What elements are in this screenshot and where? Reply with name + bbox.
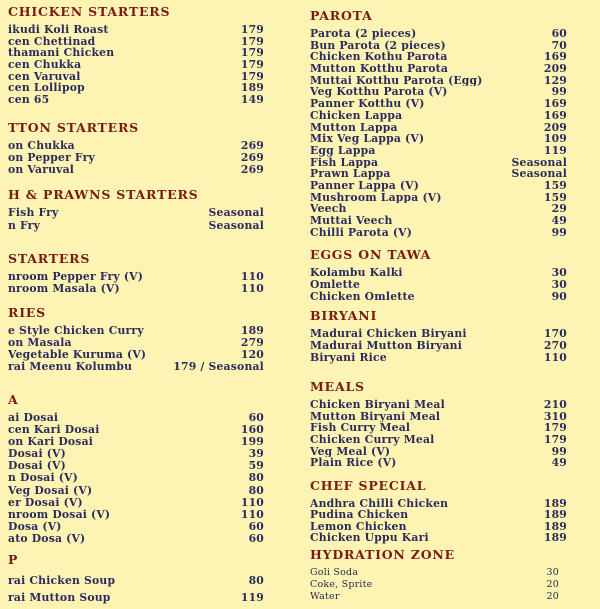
menu-item — [8, 472, 264, 484]
item-name: Dosai (V) — [8, 448, 66, 461]
menu-section — [310, 478, 567, 544]
item-name: rai Chicken Soup — [8, 574, 116, 587]
menu-item — [310, 192, 567, 204]
item-name: Panner Lappa (V) — [310, 179, 420, 192]
item-name: nroom Masala (V) — [8, 283, 120, 295]
menu-item — [310, 509, 567, 520]
menu-item — [310, 328, 567, 340]
item-name: Fish Lappa — [310, 156, 379, 169]
item-price: 20 — [546, 591, 559, 602]
section-heading: A — [8, 392, 19, 407]
menu-item — [8, 283, 264, 295]
menu-section — [8, 552, 264, 606]
menu-item — [8, 460, 264, 472]
item-name: thamani Chicken — [8, 47, 115, 60]
item-name: cen Lollipop — [8, 82, 85, 95]
menu-item — [8, 220, 264, 233]
item-name: Andhra Chilli Chicken — [310, 498, 449, 510]
item-price: 60 — [248, 411, 264, 424]
section-heading: BIRYANI — [310, 308, 378, 323]
section-heading: HYDRATION ZONE — [310, 547, 455, 562]
item-price: Seasonal — [208, 206, 264, 219]
item-price: 60 — [248, 531, 264, 545]
item-price: 189 — [240, 324, 264, 337]
item-price: 129 — [543, 73, 567, 87]
menu-item — [8, 140, 264, 152]
menu-item — [310, 122, 567, 134]
item-name: Chicken Omlette — [310, 291, 415, 303]
item-name: Panner Kotthu (V) — [310, 98, 425, 110]
item-price: 120 — [240, 348, 264, 361]
item-price: 99 — [551, 85, 567, 99]
menu-item — [310, 446, 567, 458]
item-name: Lemon Chicken — [310, 520, 407, 533]
menu-item — [8, 271, 264, 283]
item-price: 110 — [240, 495, 264, 509]
section-heading: MEALS — [310, 379, 365, 394]
item-name: on Pepper Fry — [8, 152, 95, 164]
item-price: 80 — [248, 471, 264, 485]
menu-item — [8, 589, 264, 606]
item-name: Veg Dosai (V) — [8, 484, 93, 497]
menu-item — [8, 497, 264, 509]
item-price: 159 — [543, 190, 567, 204]
item-name: cen Chukka — [8, 59, 82, 71]
menu-item — [8, 36, 264, 48]
item-name: ato Dosa (V) — [8, 532, 86, 545]
menu-item — [8, 485, 264, 497]
item-price: 179 — [240, 69, 264, 83]
item-price: 209 — [543, 62, 567, 76]
menu-section — [310, 8, 567, 238]
menu-section — [8, 187, 264, 232]
item-name: Madurai Mutton Biryani — [310, 340, 463, 352]
menu-item — [310, 521, 567, 532]
item-name: Chicken Biryani Meal — [310, 399, 445, 411]
menu-item — [310, 422, 567, 434]
item-price: 60 — [551, 27, 567, 40]
section-heading: PAROTA — [310, 8, 373, 23]
item-price: 119 — [543, 143, 567, 157]
item-price: 189 — [240, 81, 264, 95]
section-heading: TTON STARTERS — [8, 120, 139, 135]
item-price: 110 — [240, 507, 264, 521]
menu-item — [8, 424, 264, 436]
item-price: 20 — [546, 579, 559, 590]
item-name: Pudina Chicken — [310, 509, 409, 521]
item-price: 179 — [240, 46, 264, 60]
item-price: 169 — [543, 97, 567, 111]
item-price: 179 — [543, 421, 567, 435]
menu-item — [310, 340, 567, 352]
item-price: 169 — [543, 50, 567, 64]
menu-item — [310, 498, 567, 509]
item-name: Mushroom Lappa (V) — [310, 191, 442, 204]
menu-item — [310, 215, 567, 227]
menu-item — [310, 352, 567, 364]
item-name: on Chukka — [8, 140, 75, 152]
menu-item — [310, 411, 567, 423]
item-name: Chicken Uppu Kari — [310, 532, 429, 544]
item-name: nroom Dosai (V) — [8, 508, 111, 521]
menu-item — [8, 82, 264, 94]
item-price: 199 — [240, 435, 264, 449]
menu-item — [8, 412, 264, 424]
item-price: 179 — [543, 433, 567, 447]
item-price: 189 — [543, 531, 567, 545]
menu-item — [310, 75, 567, 87]
item-name: Chicken Lappa — [310, 109, 403, 122]
item-price: 179 — [240, 23, 264, 36]
section-heading: CHICKEN STARTERS — [8, 4, 171, 19]
menu-item — [310, 457, 567, 469]
menu-item — [310, 86, 567, 98]
item-name: Omlette — [310, 279, 361, 291]
menu-item — [310, 168, 567, 180]
item-price: 110 — [543, 351, 567, 364]
menu-item — [310, 267, 567, 279]
menu-section — [310, 308, 567, 364]
item-name: ikudi Koli Roast — [8, 24, 109, 36]
menu-item — [8, 509, 264, 521]
item-name: on Varuval — [8, 164, 75, 176]
item-name: Bun Parota (2 pieces) — [310, 39, 446, 52]
item-price: 49 — [551, 214, 567, 227]
item-price: 189 — [543, 497, 567, 510]
menu-item — [310, 532, 567, 543]
menu-section — [310, 247, 567, 303]
menu-item — [310, 399, 567, 411]
menu-item — [8, 59, 264, 71]
item-price: 189 — [543, 508, 567, 522]
menu-item — [310, 579, 567, 591]
menu-item — [8, 47, 264, 59]
menu-item — [8, 24, 264, 36]
item-name: Veech — [310, 203, 347, 215]
item-name: Dosa (V) — [8, 520, 62, 533]
menu-item — [310, 63, 567, 75]
menu-section — [8, 251, 264, 295]
menu-item — [310, 51, 567, 63]
item-name: Muttai Veech — [310, 215, 393, 227]
item-price: 160 — [240, 423, 264, 437]
item-name: on Masala — [8, 337, 72, 349]
item-name: Veg Kotthu Parota (V) — [310, 86, 448, 99]
item-name: rai Mutton Soup — [8, 591, 111, 604]
menu-item — [310, 28, 567, 40]
item-price: 269 — [240, 163, 264, 176]
menu-item — [310, 203, 567, 215]
item-name: Mutton Biryani Meal — [310, 410, 441, 423]
menu-item — [310, 98, 567, 110]
item-price: 179 — [240, 58, 264, 72]
menu-item — [310, 40, 567, 52]
item-name: n Fry — [8, 219, 41, 232]
menu-section — [310, 379, 567, 469]
menu-item — [310, 133, 567, 145]
section-heading: STARTERS — [8, 251, 91, 266]
menu-item — [310, 145, 567, 157]
menu-section — [8, 4, 264, 106]
item-price: 310 — [543, 409, 567, 423]
item-price: 110 — [240, 270, 264, 283]
menu-item — [8, 94, 264, 106]
menu-item — [8, 207, 264, 220]
item-name: Vegetable Kuruma (V) — [8, 349, 147, 361]
item-name: Dosai (V) — [8, 460, 66, 473]
menu-item — [8, 361, 264, 373]
menu-item — [310, 110, 567, 122]
item-price: 119 — [240, 591, 264, 604]
item-name: Madurai Chicken Biryani — [310, 328, 467, 340]
menu-item — [310, 180, 567, 192]
menu-item — [310, 434, 567, 446]
item-name: Coke, Sprite — [310, 579, 373, 590]
item-price: 39 — [248, 447, 264, 461]
menu-section — [8, 392, 264, 545]
item-price: 179 — [240, 34, 264, 48]
item-price: 30 — [551, 278, 567, 291]
menu-item — [8, 337, 264, 349]
menu-item — [8, 572, 264, 589]
item-price: 170 — [543, 327, 567, 340]
item-name: Goli Soda — [310, 567, 359, 578]
item-name: cen Chettinad — [8, 35, 96, 48]
section-heading: EGGS ON TAWA — [310, 247, 432, 262]
item-price: 179 / Seasonal — [173, 360, 264, 373]
item-name: Mix Veg Lappa (V) — [310, 133, 425, 145]
item-name: Muttai Kotthu Parota (Egg) — [310, 74, 483, 87]
item-name: cen Varuval — [8, 70, 81, 83]
item-price: 99 — [551, 225, 567, 239]
item-name: Egg Lappa — [310, 144, 376, 157]
item-price: 169 — [543, 108, 567, 122]
item-name: Mutton Lappa — [310, 121, 398, 134]
item-name: Parota (2 pieces) — [310, 28, 417, 40]
menu-section — [8, 305, 264, 373]
item-price: Seasonal — [511, 167, 567, 181]
item-price: 60 — [248, 519, 264, 533]
menu-item — [8, 325, 264, 337]
item-price: 70 — [551, 38, 567, 52]
item-name: cen Kari Dosai — [8, 424, 100, 437]
item-name: e Style Chicken Curry — [8, 325, 144, 337]
menu-item — [8, 448, 264, 460]
menu-item — [310, 291, 567, 303]
item-name: Chilli Parota (V) — [310, 226, 413, 239]
item-price: Seasonal — [511, 155, 567, 169]
menu-item — [8, 533, 264, 545]
item-name: er Dosai (V) — [8, 496, 83, 509]
item-price: 159 — [543, 178, 567, 192]
item-name: nroom Pepper Fry (V) — [8, 271, 144, 283]
item-price: 29 — [551, 202, 567, 216]
item-price: 49 — [551, 456, 567, 470]
menu-item — [310, 567, 567, 579]
item-name: Veg Meal (V) — [310, 445, 391, 458]
item-price: 90 — [551, 290, 567, 303]
item-price: 149 — [240, 93, 264, 107]
section-heading: P — [8, 552, 19, 567]
item-price: 209 — [543, 120, 567, 134]
item-name: Plain Rice (V) — [310, 457, 397, 470]
item-price: 189 — [543, 519, 567, 533]
item-name: Water — [310, 591, 340, 602]
item-name: on Kari Dosai — [8, 436, 94, 449]
item-name: Kolambu Kalki — [310, 267, 403, 279]
menu-item — [8, 436, 264, 448]
menu-item — [310, 279, 567, 291]
item-name: rai Meenu Kolumbu — [8, 361, 133, 373]
item-price: 110 — [240, 282, 264, 295]
item-price: 270 — [543, 339, 567, 352]
section-heading: RIES — [8, 305, 46, 320]
menu-section — [310, 547, 567, 603]
menu-item — [310, 227, 567, 239]
item-name: Chicken Curry Meal — [310, 434, 435, 446]
item-price: 80 — [248, 483, 264, 497]
item-price: Seasonal — [208, 218, 264, 232]
item-price: 210 — [543, 398, 567, 411]
item-price: 30 — [546, 567, 559, 578]
item-price: 269 — [240, 139, 264, 152]
menu-item — [310, 591, 567, 603]
item-name: Prawn Lappa — [310, 168, 391, 180]
section-heading: H & PRAWNS STARTERS — [8, 187, 199, 202]
item-price: 30 — [551, 266, 567, 279]
item-price: 59 — [248, 459, 264, 473]
menu-item — [8, 71, 264, 83]
item-name: cen 65 — [8, 94, 50, 106]
section-heading: CHEF SPECIAL — [310, 478, 427, 493]
item-name: Fish Curry Meal — [310, 422, 411, 435]
item-price: 109 — [543, 132, 567, 146]
item-price: 269 — [240, 151, 264, 164]
item-name: n Dosai (V) — [8, 472, 78, 485]
item-name: Mutton Kotthu Parota — [310, 63, 449, 75]
item-price: 279 — [240, 336, 264, 349]
item-price: 80 — [248, 574, 264, 587]
menu-item — [8, 164, 264, 176]
menu-item — [8, 521, 264, 533]
menu-section — [8, 120, 264, 176]
menu-item — [8, 152, 264, 164]
item-name: Fish Fry — [8, 207, 59, 219]
item-name: Chicken Kothu Parota — [310, 51, 448, 64]
item-name: Biryani Rice — [310, 352, 387, 364]
item-name: ai Dosai — [8, 412, 59, 424]
item-price: 99 — [551, 444, 567, 458]
